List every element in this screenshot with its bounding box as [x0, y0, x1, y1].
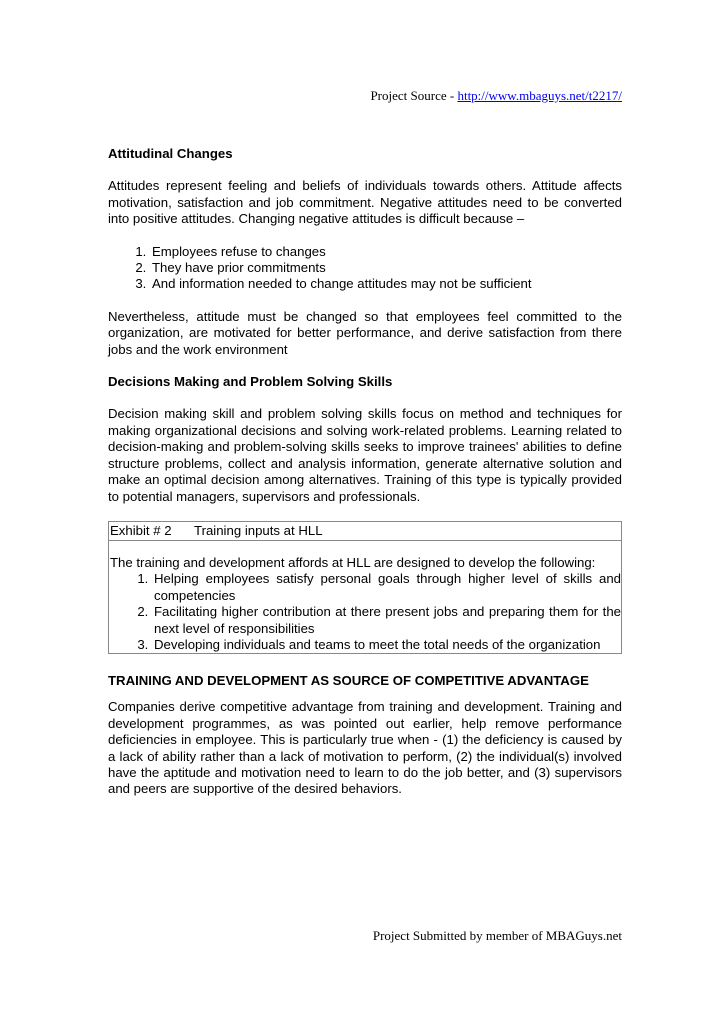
page-content: [108, 146, 622, 814]
competitive-paragraph: Companies derive competitive advantage from training and development. Training and development programmes, as was pointed out earlier, help remove performance deficiencies in employee. This is particularly true when - (1) the deficiency is caused by a lack of ability rather than a lack of motivation to perform, (2) the individual(s) involved have the aptitude and motivation need to learn to do the job better, and (3) supervisors and peers are supportive of the desired behaviors.: [108, 699, 622, 797]
list-item: 1. Helping employees satisfy personal goals through higher level of skills and competencies: [152, 571, 621, 604]
attitudinal-list: [108, 244, 622, 293]
page-header: [370, 88, 622, 104]
exhibit-header: [109, 522, 621, 541]
list-item: 3. Developing individuals and teams to meet the total needs of the organization: [152, 637, 621, 653]
exhibit-intro: The training and development affords at HLL are designed to develop the following:: [110, 554, 596, 570]
source-link[interactable]: http://www.mbaguys.net/t2217/: [457, 88, 622, 103]
competitive-heading: TRAINING AND DEVELOPMENT AS SOURCE OF COMPETITIVE ADVANTAGE: [108, 673, 589, 689]
exhibit-list: [110, 571, 621, 653]
list-item: 2. Facilitating higher contribution at there present jobs and preparing them for the next level of responsibilities: [152, 604, 621, 637]
exhibit-body: [109, 541, 621, 653]
attitudinal-paragraph: Attitudes represent feeling and beliefs of individuals towards others. Attitude affects motivation, satisfaction and job commitment. Negative attitudes need to be converted into positive attitudes. Changing negative attitudes is difficult because –: [108, 178, 622, 227]
header-label: Project Source -: [370, 88, 458, 103]
exhibit-box: [108, 521, 622, 654]
decisions-paragraph: Decision making skill and problem solving skills focus on method and techniques for making organizational decisions and solving work-related problems. Learning related to decision-making and problem-solving skills seeks to improve trainees' abilities to define structure problems, collect and analysis information, generate alternative solution and make an optimal decision among alternatives. Training of this type is typically provided to potential managers, supervisors and professionals.: [108, 406, 622, 504]
exhibit-title: Training inputs at HLL: [194, 522, 323, 538]
list-item: 3. And information needed to change attitudes may not be sufficient: [150, 276, 622, 292]
attitudinal-heading: Attitudinal Changes: [108, 146, 233, 161]
exhibit-number: Exhibit # 2: [110, 522, 172, 538]
list-item: 1. Employees refuse to changes: [150, 244, 622, 260]
page-footer: Project Submitted by member of MBAGuys.net: [372, 928, 622, 943]
list-item: 2. They have prior commitments: [150, 260, 622, 276]
decisions-heading: Decisions Making and Problem Solving Skills: [108, 374, 393, 390]
attitudinal-conclusion: Nevertheless, attitude must be changed so that employees feel committed to the organization, are motivated for better performance, and derive satisfaction from there jobs and the work environment: [108, 308, 622, 357]
